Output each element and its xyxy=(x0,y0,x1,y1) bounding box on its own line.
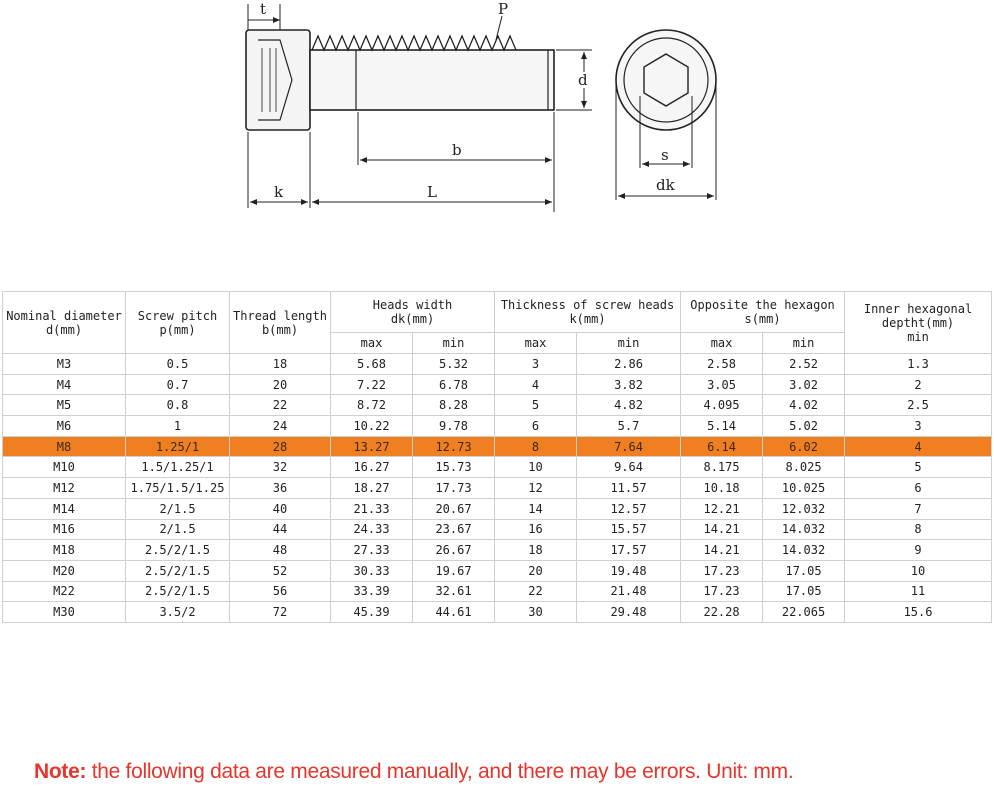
table-cell: 17.23 xyxy=(681,560,763,581)
table-cell: 17.57 xyxy=(577,540,681,561)
table-cell: 2/1.5 xyxy=(126,498,230,519)
table-row xyxy=(3,519,992,540)
table-cell: 16 xyxy=(495,519,577,540)
table-cell: 5 xyxy=(845,457,992,478)
table-cell: 10.18 xyxy=(681,478,763,499)
table-cell: 33.39 xyxy=(331,581,413,602)
label-k: k xyxy=(274,183,284,201)
table-cell: 5.7 xyxy=(577,416,681,437)
table-cell: 9.64 xyxy=(577,457,681,478)
subheader-min: min xyxy=(763,333,845,354)
table-cell: 6 xyxy=(845,478,992,499)
table-cell: 52 xyxy=(230,560,331,581)
table-cell: 2.58 xyxy=(681,354,763,375)
table-cell: 5.32 xyxy=(413,354,495,375)
table-row xyxy=(3,602,992,623)
subheader-max: max xyxy=(331,333,413,354)
screw-drawing xyxy=(0,0,994,240)
table-cell: 29.48 xyxy=(577,602,681,623)
table-cell: M14 xyxy=(3,498,126,519)
table-cell: 2.5 xyxy=(845,395,992,416)
table-cell: 12.032 xyxy=(763,498,845,519)
table-cell: 19.67 xyxy=(413,560,495,581)
table-row xyxy=(3,498,992,519)
label-dk: dk xyxy=(656,176,675,194)
table-cell: 1.3 xyxy=(845,354,992,375)
label-s: s xyxy=(661,146,669,164)
header-head-thickness: Thickness of screw heads k(mm) xyxy=(495,292,681,333)
table-cell: 9 xyxy=(845,540,992,561)
table-cell: 9.78 xyxy=(413,416,495,437)
thread-teeth xyxy=(312,36,516,50)
subheader-max: max xyxy=(495,333,577,354)
table-cell: M20 xyxy=(3,560,126,581)
table-cell: 30.33 xyxy=(331,560,413,581)
table-cell: 15.57 xyxy=(577,519,681,540)
table-cell: 45.39 xyxy=(331,602,413,623)
table-cell: 14 xyxy=(495,498,577,519)
table-cell: 12.21 xyxy=(681,498,763,519)
header-opposite-hexagon: Opposite the hexagon s(mm) xyxy=(681,292,845,333)
label-p: P xyxy=(498,0,509,18)
table-cell: 13.27 xyxy=(331,436,413,457)
header-heads-width: Heads width dk(mm) xyxy=(331,292,495,333)
note xyxy=(34,760,793,784)
table-cell: 14.032 xyxy=(763,540,845,561)
table-cell: 8.28 xyxy=(413,395,495,416)
table-cell: 14.21 xyxy=(681,519,763,540)
table-cell: 0.7 xyxy=(126,374,230,395)
spec-table xyxy=(2,291,992,623)
table-cell: 24 xyxy=(230,416,331,437)
table-cell: 22.065 xyxy=(763,602,845,623)
table-cell: 23.67 xyxy=(413,519,495,540)
label-b: b xyxy=(452,141,462,159)
table-row xyxy=(3,457,992,478)
table-cell: 18 xyxy=(495,540,577,561)
table-cell: 3 xyxy=(495,354,577,375)
table-cell: 19.48 xyxy=(577,560,681,581)
table-cell: 48 xyxy=(230,540,331,561)
screw-head xyxy=(246,30,310,130)
table-cell: 10 xyxy=(495,457,577,478)
table-cell: 7.22 xyxy=(331,374,413,395)
table-cell: 30 xyxy=(495,602,577,623)
table-cell: 8.025 xyxy=(763,457,845,478)
note-text: the following data are measured manually, and there may be errors. Unit: mm. xyxy=(86,760,794,783)
table-cell: 10.025 xyxy=(763,478,845,499)
table-cell: M22 xyxy=(3,581,126,602)
table-cell: 28 xyxy=(230,436,331,457)
table-cell: 15.73 xyxy=(413,457,495,478)
label-t: t xyxy=(260,0,267,18)
table-cell: 4 xyxy=(495,374,577,395)
table-cell: 20 xyxy=(495,560,577,581)
table-row xyxy=(3,581,992,602)
table-cell: 56 xyxy=(230,581,331,602)
header-inner-hex-depth: Inner hexagonal deptht(mm) min xyxy=(845,292,992,354)
table-cell: 44.61 xyxy=(413,602,495,623)
table-cell: 12.73 xyxy=(413,436,495,457)
table-cell: M18 xyxy=(3,540,126,561)
label-l: L xyxy=(427,183,437,201)
table-cell: 6 xyxy=(495,416,577,437)
table-cell: 26.67 xyxy=(413,540,495,561)
table-cell: 36 xyxy=(230,478,331,499)
table-cell: 8 xyxy=(845,519,992,540)
table-cell: 3.5/2 xyxy=(126,602,230,623)
table-cell: 27.33 xyxy=(331,540,413,561)
table-cell: 72 xyxy=(230,602,331,623)
table-cell: M16 xyxy=(3,519,126,540)
table-cell: 8 xyxy=(495,436,577,457)
table-cell: 17.05 xyxy=(763,581,845,602)
table-cell: 1.75/1.5/1.25 xyxy=(126,478,230,499)
table-cell: 6.78 xyxy=(413,374,495,395)
table-cell: 4.02 xyxy=(763,395,845,416)
table-cell: 22 xyxy=(230,395,331,416)
label-d: d xyxy=(578,71,588,89)
table-cell: 2.5/2/1.5 xyxy=(126,581,230,602)
table-cell: 22 xyxy=(495,581,577,602)
table-cell: 21.48 xyxy=(577,581,681,602)
table-cell: 20.67 xyxy=(413,498,495,519)
table-cell: 44 xyxy=(230,519,331,540)
head-end-view xyxy=(616,30,716,130)
note-label: Note: xyxy=(34,760,87,783)
table-cell: 2.5/2/1.5 xyxy=(126,560,230,581)
table-cell: 16.27 xyxy=(331,457,413,478)
header-screw-pitch: Screw pitch p(mm) xyxy=(126,292,230,354)
table-cell: M12 xyxy=(3,478,126,499)
table-cell: 4 xyxy=(845,436,992,457)
table-row xyxy=(3,395,992,416)
table-cell: 12.57 xyxy=(577,498,681,519)
table-cell: 4.82 xyxy=(577,395,681,416)
table-cell: 6.02 xyxy=(763,436,845,457)
table-row xyxy=(3,560,992,581)
table-cell: 2.52 xyxy=(763,354,845,375)
table-cell: 2 xyxy=(845,374,992,395)
table-cell: 1 xyxy=(126,416,230,437)
table-cell: 1.5/1.25/1 xyxy=(126,457,230,478)
table-cell: M4 xyxy=(3,374,126,395)
table-cell: 2.86 xyxy=(577,354,681,375)
table-cell: 22.28 xyxy=(681,602,763,623)
table-cell: 6.14 xyxy=(681,436,763,457)
table-row xyxy=(3,374,992,395)
table-cell: 7.64 xyxy=(577,436,681,457)
table-cell: 10.22 xyxy=(331,416,413,437)
table-cell: 2.5/2/1.5 xyxy=(126,540,230,561)
table-cell: 0.8 xyxy=(126,395,230,416)
table-cell: 5 xyxy=(495,395,577,416)
table-cell: M30 xyxy=(3,602,126,623)
table-cell: 18 xyxy=(230,354,331,375)
table-cell: 11 xyxy=(845,581,992,602)
table-cell: 5.68 xyxy=(331,354,413,375)
table-cell: 20 xyxy=(230,374,331,395)
table-cell: M10 xyxy=(3,457,126,478)
table-cell: 32.61 xyxy=(413,581,495,602)
table-cell: 5.02 xyxy=(763,416,845,437)
table-cell: 32 xyxy=(230,457,331,478)
header-thread-length: Thread length b(mm) xyxy=(230,292,331,354)
subheader-min: min xyxy=(577,333,681,354)
table-cell: 3.82 xyxy=(577,374,681,395)
table-cell: 12 xyxy=(495,478,577,499)
table-cell: 5.14 xyxy=(681,416,763,437)
table-row xyxy=(3,416,992,437)
table-cell: 8.175 xyxy=(681,457,763,478)
table-cell: 3.05 xyxy=(681,374,763,395)
table-cell: 14.032 xyxy=(763,519,845,540)
table-cell: M6 xyxy=(3,416,126,437)
table-row xyxy=(3,354,992,375)
table-cell: 11.57 xyxy=(577,478,681,499)
table-cell: 18.27 xyxy=(331,478,413,499)
table-row xyxy=(3,478,992,499)
table-cell: 17.73 xyxy=(413,478,495,499)
table-cell: 10 xyxy=(845,560,992,581)
subheader-min: min xyxy=(413,333,495,354)
table-row xyxy=(3,436,992,457)
table-cell: 8.72 xyxy=(331,395,413,416)
table-cell: 14.21 xyxy=(681,540,763,561)
table-cell: 3.02 xyxy=(763,374,845,395)
subheader-max: max xyxy=(681,333,763,354)
table-cell: 17.05 xyxy=(763,560,845,581)
table-cell: 17.23 xyxy=(681,581,763,602)
screw-shank xyxy=(310,50,554,110)
table-cell: 24.33 xyxy=(331,519,413,540)
table-row xyxy=(3,540,992,561)
table-cell: M5 xyxy=(3,395,126,416)
table-cell: 1.25/1 xyxy=(126,436,230,457)
table-cell: 3 xyxy=(845,416,992,437)
table-cell: 21.33 xyxy=(331,498,413,519)
table-cell: 0.5 xyxy=(126,354,230,375)
spec-table-body xyxy=(3,354,992,623)
table-cell: 7 xyxy=(845,498,992,519)
table-cell: 15.6 xyxy=(845,602,992,623)
table-cell: 40 xyxy=(230,498,331,519)
table-cell: 4.095 xyxy=(681,395,763,416)
table-cell: 2/1.5 xyxy=(126,519,230,540)
table-cell: M8 xyxy=(3,436,126,457)
header-nominal-diameter: Nominal diameter d(mm) xyxy=(3,292,126,354)
table-cell: M3 xyxy=(3,354,126,375)
